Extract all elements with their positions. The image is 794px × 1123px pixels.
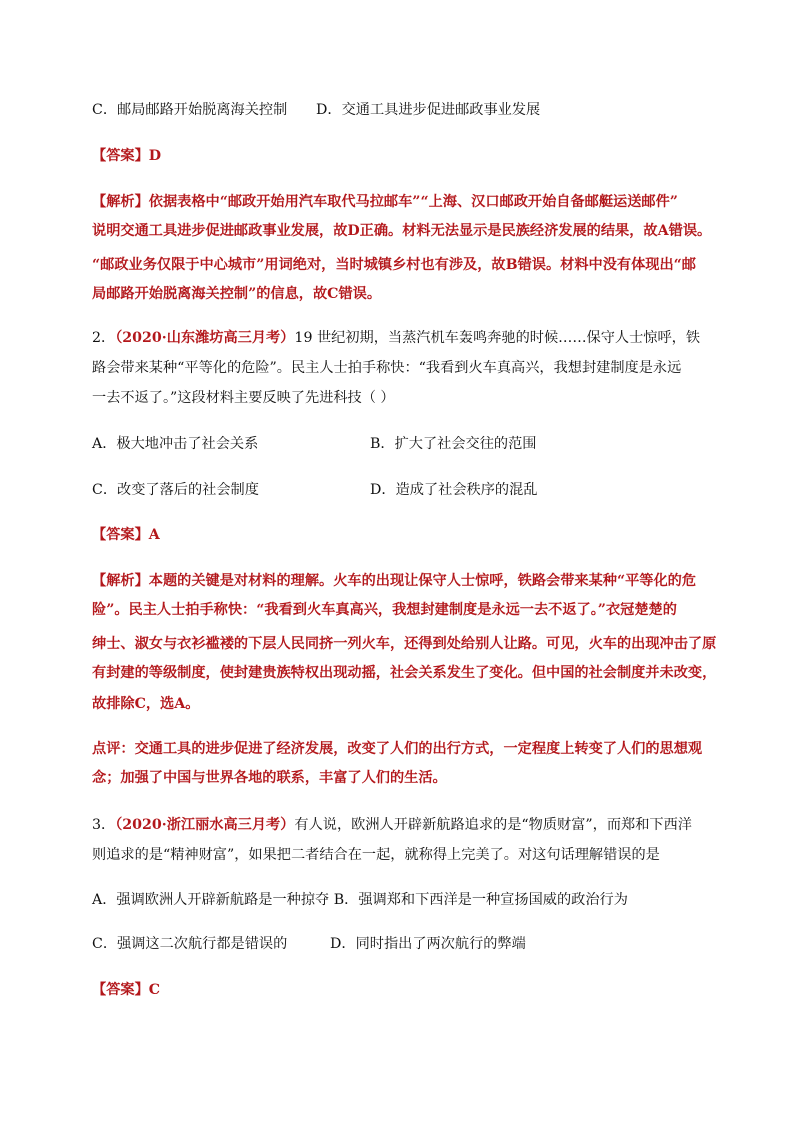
- q3-option-ab: A．强调欧洲人开辟新航路是一种掠夺 B．强调郑和下西洋是一种宣扬国威的政治行为: [92, 892, 628, 908]
- q1-options-cd: [92, 100, 287, 120]
- q2-answer: 【答案】A: [92, 527, 160, 543]
- q2-option-b: B．扩大了社会交往的范围: [370, 436, 537, 452]
- q1-option-d: D．交通工具进步促进邮政事业发展: [316, 102, 541, 118]
- q1-analysis-line: 局邮路开始脱离海关控制”的信息，故C错误。: [92, 286, 382, 302]
- q3-source: （2020·浙江丽水高三月考）: [115, 817, 295, 833]
- q2-analysis-line: 险”。民主人士拍手称快：“我看到火车真高兴，我想封建制度是永远一去不返了。”衣冠楚楚的: [92, 602, 677, 618]
- q3-option-c: C．强调这二次航行都是错误的: [92, 936, 288, 952]
- q1-analysis-line: “邮政业务仅限于中心城市”用词绝对，当时城镇乡村也有涉及，故B错误。材料中没有体现出“邮: [92, 257, 696, 273]
- q2-option-a: A．极大地冲击了社会关系: [92, 436, 259, 452]
- q2-analysis-line: 绅士、淑女与衣衫褴褛的下层人民同挤一列火车，还得到处给别人让路。可见，火车的出现冲击了原: [92, 636, 717, 652]
- q1-analysis-line: 说明交通工具进步促进邮政事业发展，故D正确。材料无法显示是民族经济发展的结果，故A错误。: [92, 223, 712, 239]
- q2-stem-line: 一去不返了。”这段材料主要反映了先进科技（ ）: [92, 390, 395, 406]
- q1-analysis-line: 【解析】依据表格中“邮政开始用汽车取代马拉邮车”“上海、汉口邮政开始自备邮艇运送邮件”: [92, 194, 678, 210]
- q3-answer: 【答案】C: [92, 982, 161, 998]
- q2-option-c: C．改变了落后的社会制度: [92, 482, 259, 498]
- q2-analysis-line: 【解析】本题的关键是对材料的理解。火车的出现让保守人士惊呼，铁路会带来某种“平等化的危: [92, 573, 697, 589]
- q3-number: 3．: [92, 817, 116, 833]
- q2-comment-line: 点评：交通工具的进步促进了经济发展，改变了人们的出行方式，一定程度上转变了人们的思想观: [92, 741, 703, 757]
- q2-stem-first-line: [92, 328, 700, 348]
- q2-comment-line: 念；加强了中国与世界各地的联系，丰富了人们的生活。: [92, 770, 447, 786]
- q1-option-c: C．邮局邮路开始脱离海关控制: [92, 102, 288, 118]
- q3-option-d: D．同时指出了两次航行的弊端: [330, 936, 526, 952]
- q2-analysis-line: 有封建的等级制度，使封建贵族特权出现动摇，社会关系发生了变化。但中国的社会制度并未改变，: [92, 665, 717, 681]
- q2-number: 2．: [92, 330, 116, 346]
- q3-stem-line: 有人说，欧洲人开辟新航路追求的是“物质财富”，而郑和下西洋: [294, 817, 692, 833]
- q3-stem-line: 则追求的是“精神财富”，如果把二者结合在一起，就称得上完美了。对这句话理解错误的是: [92, 847, 660, 863]
- q1-answer: 【答案】D: [92, 148, 162, 164]
- q3-stem-first-line: [92, 815, 692, 835]
- q2-analysis-line: 故排除C，选A。: [92, 696, 200, 712]
- q2-source: （2020·山东潍坊高三月考）: [115, 330, 295, 346]
- q2-stem-line: 路会带来某种“平等化的危险”。民主人士拍手称快：“我看到火车真高兴，我想封建制度是永远: [92, 360, 682, 376]
- q2-option-d: D．造成了社会秩序的混乱: [370, 482, 538, 498]
- q2-stem-line: 19 世纪初期，当蒸汽机车轰鸣奔驰的时候……保守人士惊呼，铁: [294, 330, 701, 346]
